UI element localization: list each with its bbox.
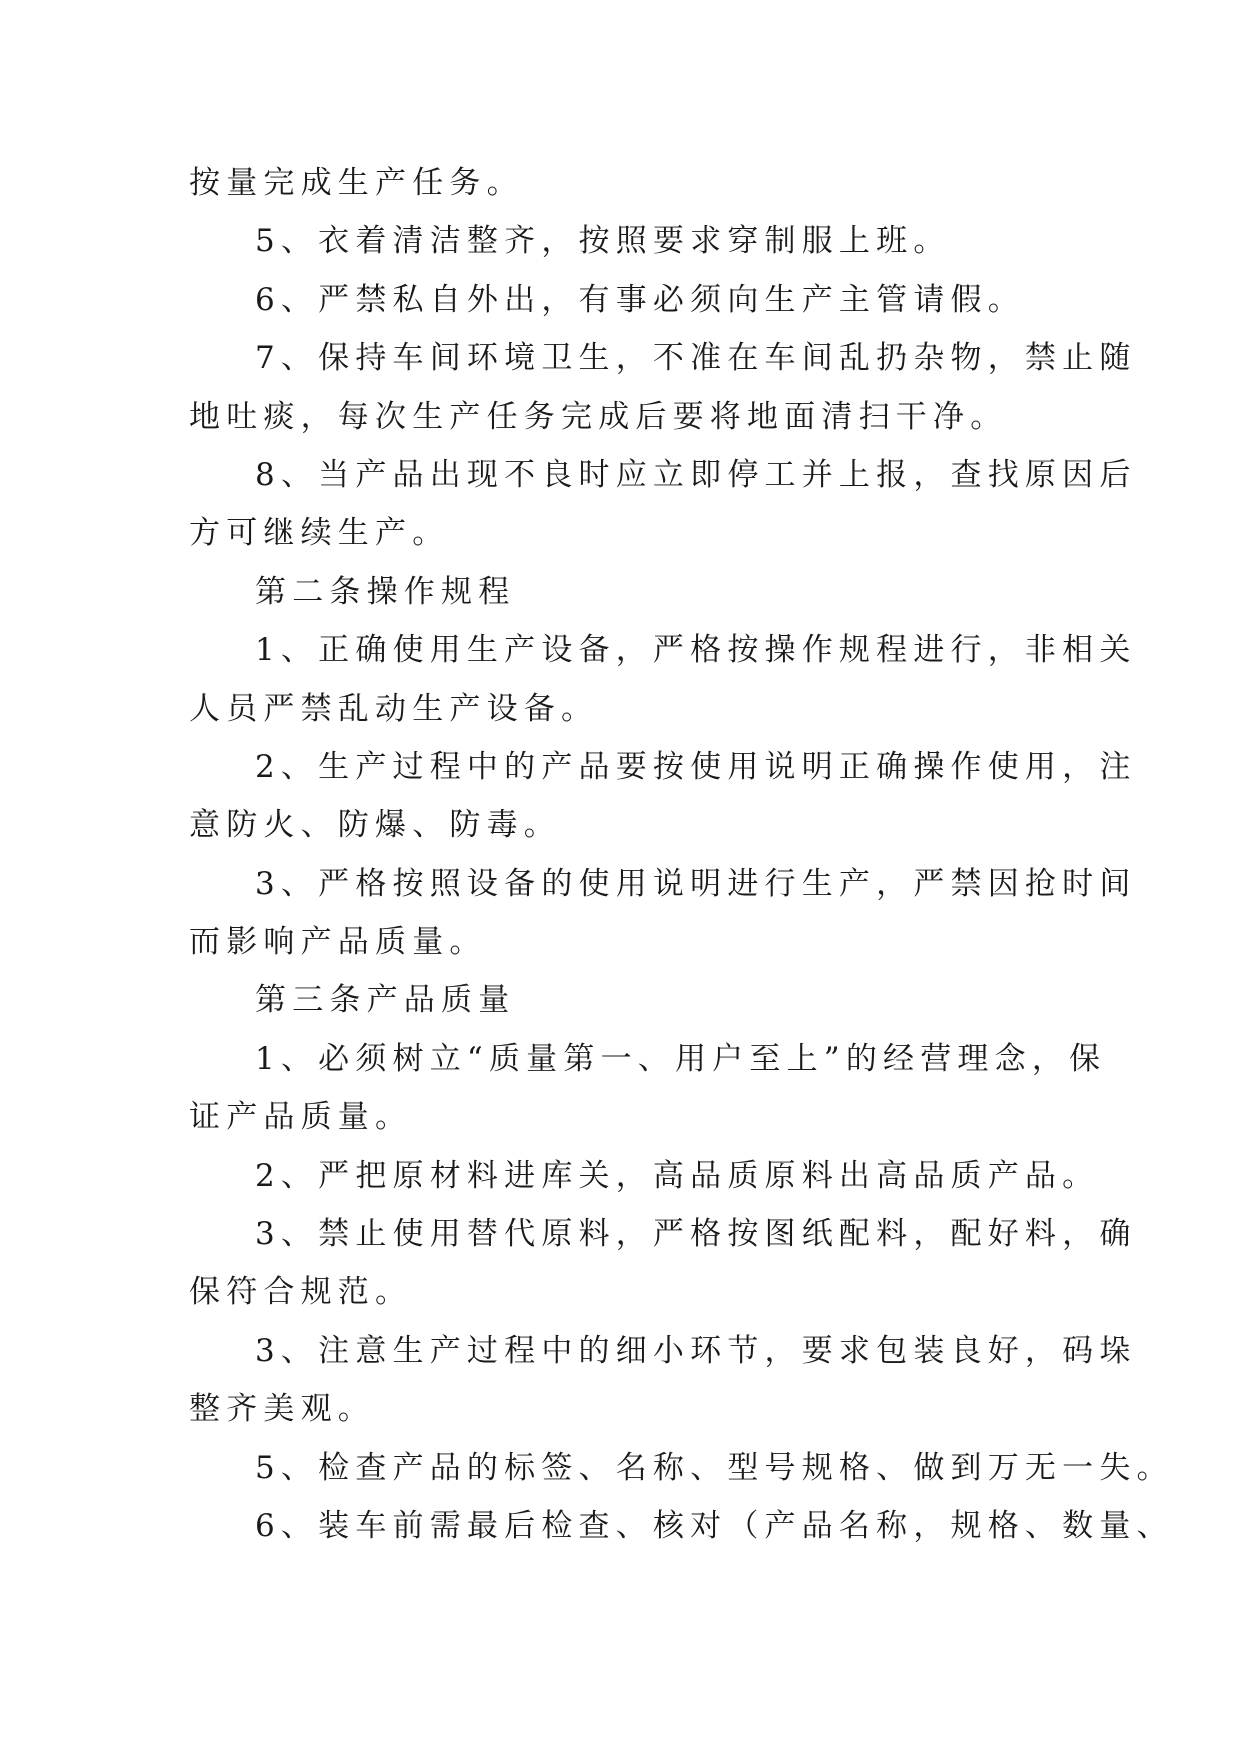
text-line: 6、严禁私自外出，有事必须向生产主管请假。	[255, 281, 1025, 318]
text-line: 而影响产品质量。	[189, 924, 487, 961]
text-line: 3、严格按照设备的使用说明进行生产，严禁因抢时间	[255, 865, 1137, 902]
text-line: 1、必须树立“质量第一、用户至上”的经营理念，保	[255, 1040, 1107, 1077]
text-line: 5、衣着清洁整齐，按照要求穿制服上班。	[255, 223, 951, 260]
document-body	[189, 154, 1174, 1555]
text-line: 人员严禁乱动生产设备。	[189, 690, 599, 727]
text-line: 保符合规范。	[189, 1274, 413, 1311]
text-line: 5、检查产品的标签、名称、型号规格、做到万无一失。	[255, 1449, 1174, 1486]
text-line: 按量完成生产任务。	[189, 165, 524, 201]
text-line: 3、注意生产过程中的细小环节，要求包装良好，码垛	[255, 1332, 1137, 1369]
text-line: 3、禁止使用替代原料，严格按图纸配料，配好料，确	[255, 1216, 1137, 1253]
text-line: 7、保持车间环境卫生，不准在车间乱扔杂物，禁止随	[255, 340, 1137, 377]
text-line: 2、严把原材料进库关，高品质原料出高品质产品。	[255, 1157, 1100, 1194]
text-line: 第三条产品质量	[255, 982, 516, 1019]
text-line: 6、装车前需最后检查、核对（产品名称，规格、数量、	[255, 1507, 1174, 1544]
text-line: 整齐美观。	[189, 1391, 375, 1428]
text-line: 第二条操作规程	[255, 573, 516, 610]
text-line: 2、生产过程中的产品要按使用说明正确操作使用，注	[255, 748, 1137, 785]
text-line: 8、当产品出现不良时应立即停工并上报，查找原因后	[255, 456, 1137, 493]
text-line: 方可继续生产。	[189, 515, 450, 552]
text-line: 证产品质量。	[189, 1099, 413, 1136]
text-line: 1、正确使用生产设备，严格按操作规程进行，非相关	[255, 632, 1137, 669]
text-line: 意防火、防爆、防毒。	[189, 807, 561, 844]
text-line: 地吐痰，每次生产任务完成后要将地面清扫干净。	[189, 398, 1008, 435]
